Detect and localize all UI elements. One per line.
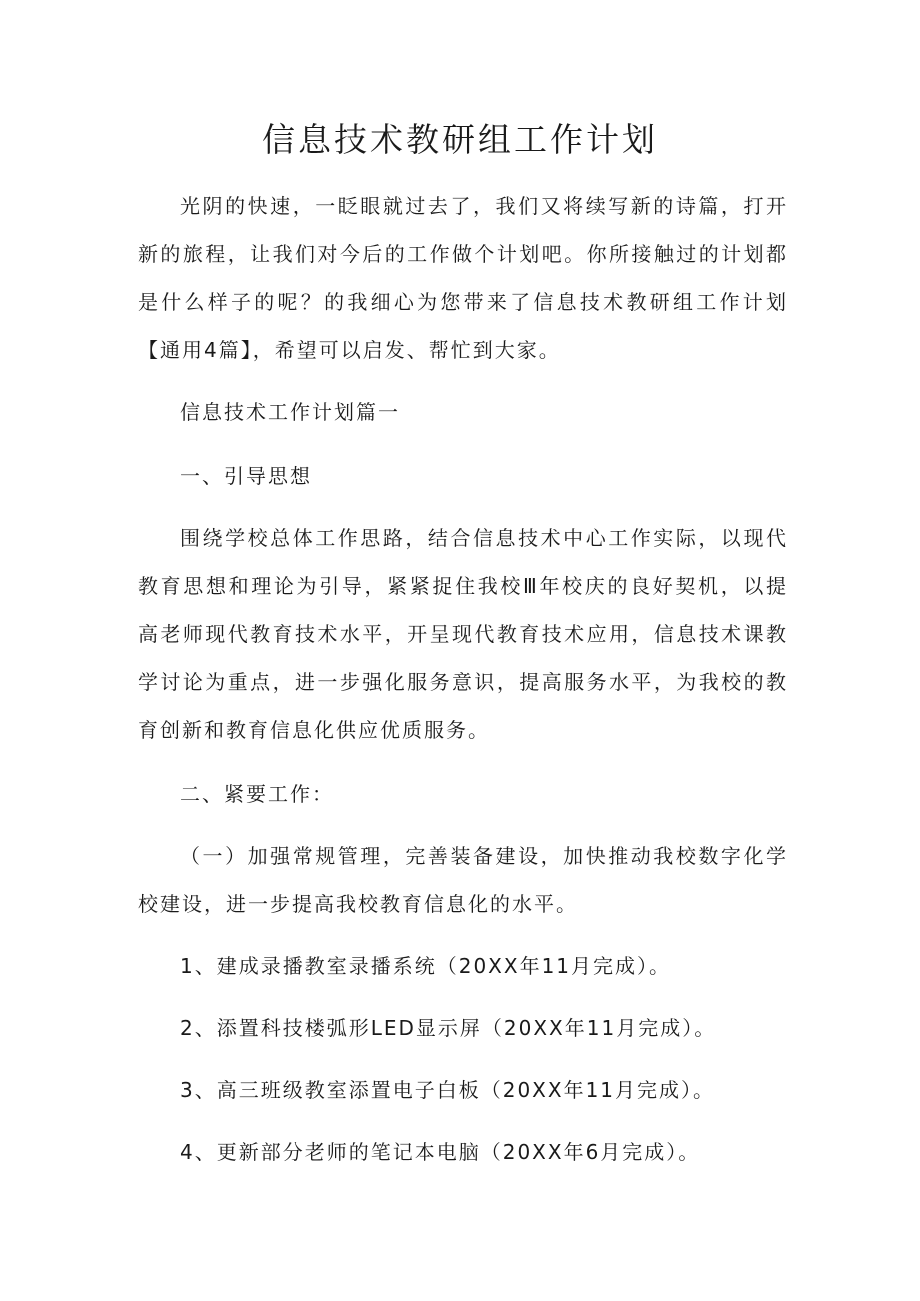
- list-item: 2、添置科技楼弧形LED显示屏（20XX年11月完成）。: [180, 1016, 717, 1040]
- list-item: 4、更新部分老师的笔记本电脑（20XX年6月完成）。: [180, 1140, 701, 1164]
- guiding-thought-paragraph: 围绕学校总体工作思路，结合信息技术中心工作实际，以现代教育思想和理论为引导，紧紧捉住我校Ⅲ年校庆的良好契机，以提高老师现代教育技术水平，开呈现代教育技术应用，信息技术课教学讨论为重点，进一步强化服务意识，提高服务水平，为我校的教育创新和教育信息化供应优质服务。: [138, 526, 788, 742]
- main-work-item-1: （一）加强常规管理，完善装备建设，加快推动我校数字化学校建设，进一步提高我校教育信息化的水平。: [138, 844, 788, 916]
- list-item: 1、建成录播教室录播系统（20XX年11月完成）。: [180, 954, 672, 978]
- section-heading: 信息技术工作计划篇一: [180, 400, 400, 424]
- document-title: 信息技术教研组工作计划: [262, 120, 658, 159]
- subheading-guiding-thought: 一、引导思想: [180, 464, 312, 488]
- list-item: 3、高三班级教室添置电子白板（20XX年11月完成）。: [180, 1078, 716, 1102]
- intro-paragraph: 光阴的快速，一眨眼就过去了，我们又将续写新的诗篇，打开新的旅程，让我们对今后的工作做个计划吧。你所接触过的计划都是什么样子的呢？的我细心为您带来了信息技术教研组工作计划【通用4篇】，希望可以启发、帮忙到大家。: [138, 194, 788, 362]
- subheading-main-work: 二、紧要工作：: [180, 782, 334, 806]
